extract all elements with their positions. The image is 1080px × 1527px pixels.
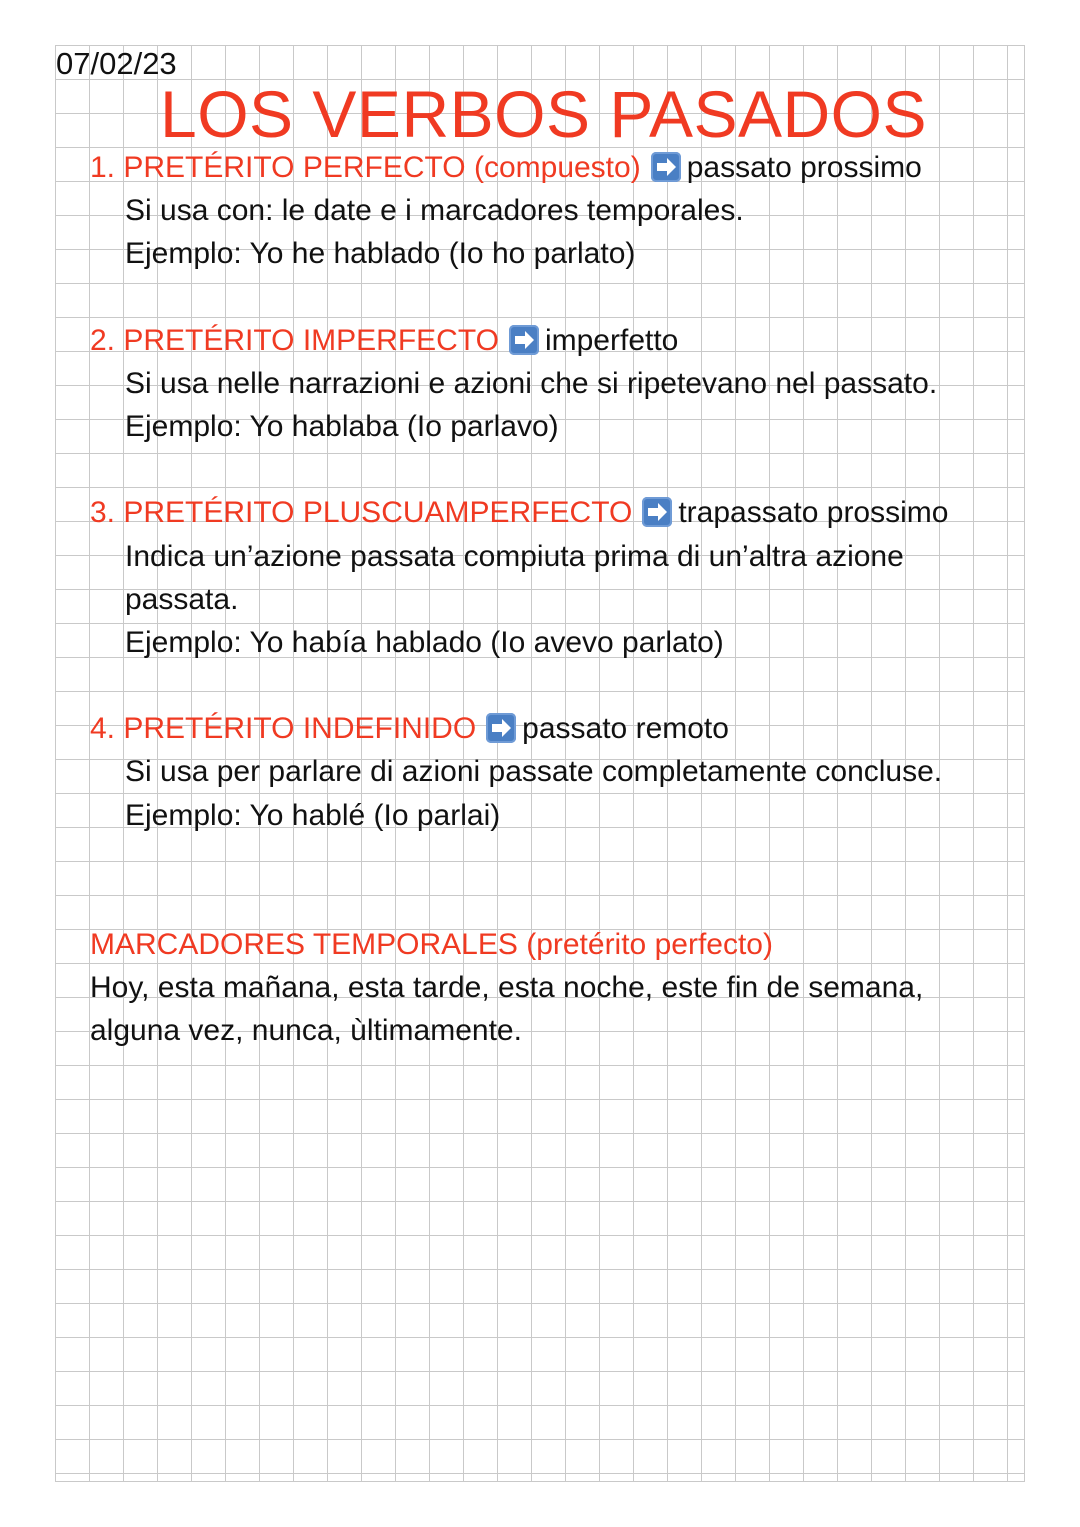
section-3-usage-continued: passata. bbox=[125, 583, 239, 616]
right-arrow-icon bbox=[642, 497, 672, 527]
section-3-usage: Indica un’azione passata compiuta prima di un’altra azione bbox=[125, 540, 904, 573]
note-date: 07/02/23 bbox=[56, 46, 177, 81]
section-3-heading-line bbox=[90, 493, 948, 533]
section-2-heading-line bbox=[90, 321, 678, 361]
right-arrow-icon bbox=[651, 152, 681, 182]
section-1-usage: Si usa con: le date e i marcadores temporales. bbox=[125, 194, 744, 227]
section-2-translation: imperfetto bbox=[544, 324, 679, 357]
right-arrow-icon bbox=[509, 325, 539, 355]
section-1-example: Ejemplo: Yo he hablado (Io ho parlato) bbox=[125, 237, 636, 270]
markers-list-line-1: Hoy, esta mañana, esta tarde, esta noche, este fin de semana, bbox=[90, 971, 924, 1004]
section-2-usage: Si usa nelle narrazioni e azioni che si ripetevano nel passato. bbox=[125, 367, 938, 400]
section-4-usage: Si usa per parlare di azioni passate completamente concluse. bbox=[125, 755, 943, 788]
section-4-heading: 4. PRETÉRITO INDEFINIDO bbox=[90, 712, 477, 745]
page-title: LOS VERBOS PASADOS bbox=[160, 77, 928, 151]
section-4-heading-line bbox=[90, 709, 729, 749]
section-3-example: Ejemplo: Yo había hablado (Io avevo parlato) bbox=[125, 626, 724, 659]
markers-list-line-2: alguna vez, nunca, ùltimamente. bbox=[90, 1014, 522, 1047]
right-arrow-icon bbox=[486, 713, 516, 743]
section-2-heading: 2. PRETÉRITO IMPERFECTO bbox=[90, 324, 499, 357]
section-3-heading: 3. PRETÉRITO PLUSCUAMPERFECTO bbox=[90, 496, 633, 529]
section-3-translation: trapassato prossimo bbox=[678, 496, 949, 529]
section-2-example: Ejemplo: Yo hablaba (Io parlavo) bbox=[125, 410, 559, 443]
section-4-translation: passato remoto bbox=[522, 712, 729, 745]
section-1-translation: passato prossimo bbox=[686, 151, 922, 184]
markers-heading: MARCADORES TEMPORALES (pretérito perfecto) bbox=[90, 928, 773, 961]
section-1-heading: 1. PRETÉRITO PERFECTO (compuesto) bbox=[90, 151, 641, 184]
section-4-example: Ejemplo: Yo hablé (Io parlai) bbox=[125, 799, 501, 832]
section-1-heading-line bbox=[90, 148, 922, 188]
